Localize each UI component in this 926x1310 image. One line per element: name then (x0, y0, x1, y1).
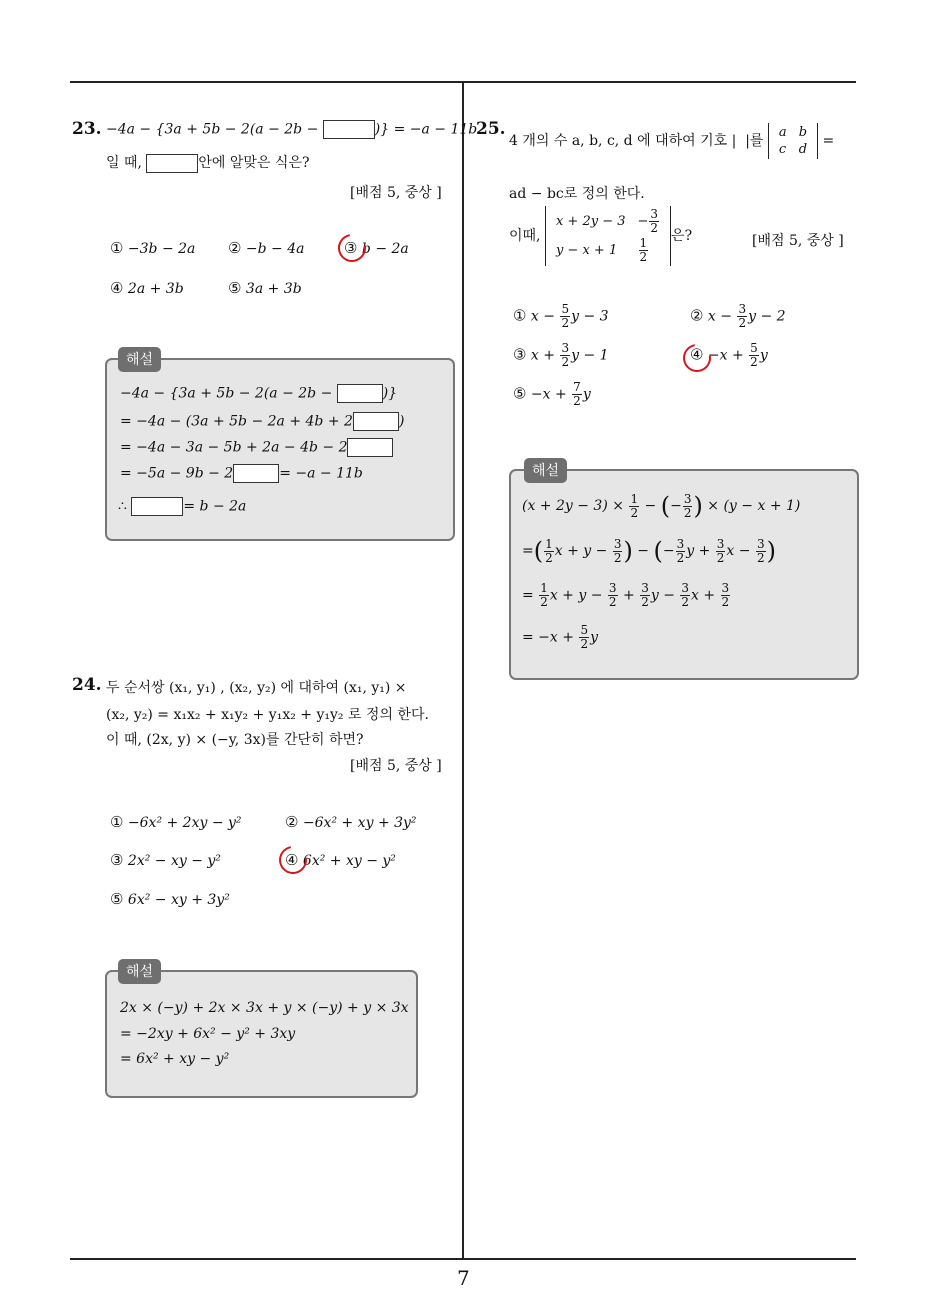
q24-solution-tag: 해설 (118, 959, 161, 984)
q25-number: 25. (476, 119, 506, 139)
q25-sol-line4: = −x + $\frac{5}{2}$ y (522, 623, 598, 651)
q23-sol-blank-1 (337, 384, 383, 403)
q24-choice-4[interactable]: ④ 6x² + xy − y² (285, 851, 396, 869)
q24-sol-line1: 2x × (−y) + 2x × 3x + y × (−y) + y × 3x (120, 1000, 409, 1016)
q25-choice-4[interactable]: ④ −x + $\frac{5}{2}$ y (690, 341, 768, 369)
q23-line2 (106, 152, 309, 173)
q23-choice-5[interactable]: ⑤ 3a + 3b (228, 279, 302, 297)
q24-choice-5[interactable]: ⑤ 6x² − xy + 3y² (110, 890, 230, 908)
q23-score: [배점 5, 중상 ] (350, 185, 442, 201)
q24-line3: 이 때, (2x, y) × (−y, 3x)를 간단히 하면? (106, 732, 364, 748)
q23-choice-3[interactable]: ③ b − 2a (344, 239, 409, 257)
q25-line1: 4 개의 수 a, b, c, d 에 대하여 기호 | |를 a b c d = (509, 125, 835, 157)
q23-sol-line5: ∴ = b − 2a (118, 498, 247, 515)
q23-choice-2[interactable]: ② −b − 4a (228, 239, 305, 257)
q25-choice-2[interactable]: ② x − $\frac{3}{2}$ y − 2 (690, 302, 786, 330)
q23-choice-1[interactable]: ① −3b − 2a (110, 239, 196, 257)
q23-blank-box-2 (146, 154, 198, 173)
q24-line2: (x₂, y₂) = x₁x₂ + x₁y₂ + y₁x₂ + y₁y₂ 로 정의 한다. (106, 707, 429, 723)
q25-sol-line3: = $\frac{1}{2}$ x + y − $\frac{3}{2}$ + $\frac{3}{2}$ y − $\frac{3}{2}$ x + $\frac{3}{2}$ (522, 581, 730, 609)
q23-expr-left: −4a − {3a + 5b − 2(a − 2b − (106, 121, 323, 138)
q25-sol-line1: (x + 2y − 3) × $\frac{1}{2}$ − (− $\frac{3}{2}$ ) × (y − x + 1) (522, 491, 801, 520)
q24-score: [배점 5, 중상 ] (350, 758, 442, 774)
column-divider (462, 82, 464, 1259)
q23-expression (106, 120, 477, 139)
q23-sol-line2: = −4a − (3a + 5b − 2a + 4b + 2 ) (120, 413, 405, 430)
q24-choice-3[interactable]: ③ 2x² − xy − y² (110, 851, 221, 869)
q24-line1: 두 순서쌍 (x₁, y₁) , (x₂, y₂) 에 대하여 (x₁, y₁) × (106, 680, 407, 696)
q24-choice-1[interactable]: ① −6x² + 2xy − y² (110, 813, 242, 831)
q23-sol-blank-4 (233, 464, 279, 483)
q25-choice-3[interactable]: ③ x + $\frac{3}{2}$ y − 1 (513, 341, 609, 369)
q25-det-definition: a b c d (768, 123, 818, 159)
q24-sol-line2: = −2xy + 6x² − y² + 3xy (120, 1026, 296, 1042)
q23-blank-box (323, 120, 375, 139)
q25-line2: ad − bc로 정의 한다. (509, 186, 645, 202)
q24-sol-line3: = 6x² + xy − y² (120, 1051, 230, 1067)
q23-answer-mark (333, 229, 372, 268)
q23-sol-blank-5 (131, 497, 183, 516)
q23-sol-line4: = −5a − 9b − 2 = −a − 11b (120, 465, 363, 482)
q23-line2-a: 일 때, (106, 155, 142, 171)
q23-line2-b: 안에 알맞은 식은? (198, 155, 310, 171)
q24-answer-mark (274, 841, 313, 880)
q25-det-question: x + 2y − 3 − $\frac{3}{2}$ y − x + 1 $\frac{1}{2}$ (545, 206, 671, 266)
q23-choice-4[interactable]: ④ 2a + 3b (110, 279, 184, 297)
q23-sol-blank-2 (353, 412, 399, 431)
q23-sol-blank-3 (347, 438, 393, 457)
bottom-rule (70, 1258, 856, 1260)
q23-solution-tag: 해설 (118, 347, 161, 372)
q23-number: 23. (72, 119, 102, 139)
q25-choice-1[interactable]: ① x − $\frac{5}{2}$ y − 3 (513, 302, 609, 330)
q24-number: 24. (72, 675, 102, 695)
q24-choice-2[interactable]: ② −6x² + xy + 3y² (285, 813, 417, 831)
q23-sol-line3: = −4a − 3a − 5b + 2a − 4b − 2 (120, 438, 393, 457)
q23-expr-right: )} = −a − 11b (374, 121, 478, 138)
q25-solution-tag: 해설 (524, 458, 567, 483)
q23-sol-line1: −4a − {3a + 5b − 2(a − 2b − )} (120, 385, 398, 402)
q25-choice-5[interactable]: ⑤ −x + $\frac{7}{2}$ y (513, 380, 591, 408)
page-number: 7 (457, 1266, 470, 1290)
q25-score: [배점 5, 중상 ] (752, 233, 844, 249)
q25-sol-line2: =( $\frac{1}{2}$ x + y − $\frac{3}{2}$ ) − (− $\frac{3}{2}$ y + $\frac{3}{2}$ x − $\frac{3}{2}$ ) (522, 536, 776, 565)
q25-line3: 이때, x + 2y − 3 − $\frac{3}{2}$ y − x + 1 $\frac{1}{2}$ 은? (509, 207, 693, 264)
